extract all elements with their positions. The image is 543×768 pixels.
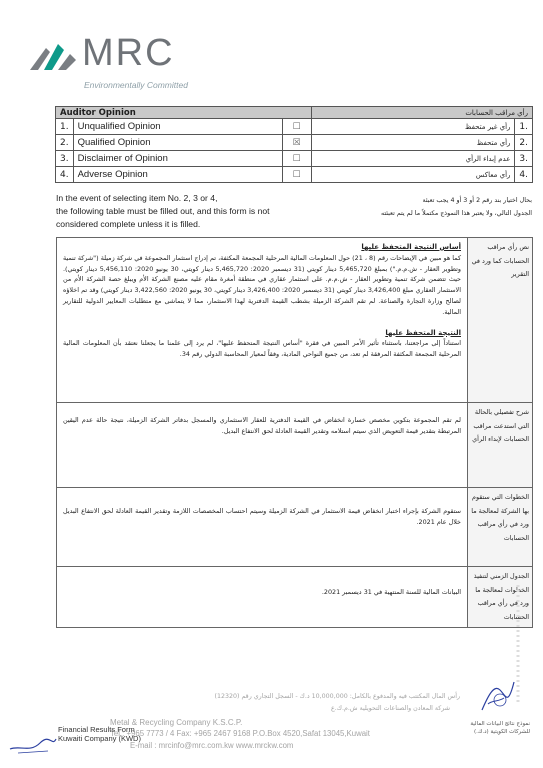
timeline-row [57,567,533,628]
instruction-line-ar: الجدول التالي، ولا يعتبر هذا النموذج مكتملاً ما لم يتم تعبئته [380,210,532,217]
qualification-details-table [56,237,533,628]
opinion-label-ar: رأي متحفظ [311,135,515,151]
opinion-row-adverse [56,167,533,183]
qualified-conclusion-paragraph: استناداً إلى مراجعتنا، باستثناء تأثير الأمر المبين في فقرة "أساس النتيجة المتحفظ عليها"، لم يرد إلى علمنا ما يجعلنا نعتقد بأن المعلومات المالية المرحلية المجمعة المكثفة المرفقة لم تعد، من جميع النواحي المادية، وفقاً لمعيار المحاسبة الدولي رقم 34. [63,339,461,359]
brand-logo-text: MRC [82,32,175,74]
opinion-number-ar: 1. [515,119,533,135]
opinion-label-ar: رأي معاكس [311,167,515,183]
timeline-cell [57,567,468,628]
opinion-label-en: Disclaimer of Opinion [73,151,282,167]
initials-signature-icon [8,735,58,757]
auditor-opinion-text-cell [57,238,468,403]
opinion-label-en: Adverse Opinion [73,167,282,183]
detailed-explanation-label: شرح تفصيلي بالحالة التي استدعت مراقب الحسابات لإبداء الرأي [468,403,533,488]
opinion-label-en: Unqualified Opinion [73,119,282,135]
brand-logo-mark-icon [30,40,78,72]
detailed-explanation-text: لم تقم المجموعة بتكوين مخصص خسارة انخفاض في القيمة الدفترية للعقار الاستثماري والمسجل بدفاتر الشركة الزميلة، نتيجة حالة عدم اليقين المرتبطة بتقدير قيمة التعويض الذي سيتم استلامه وتقدير القيمة العادلة لحق الانتفاع البديل. [63,416,461,435]
opinion-number-ar: 4. [515,167,533,183]
footer-capital-registration: رأس المال المكتتب فيه والمدفوع بالكامل: 10,000,000 د.ك - السجل التجاري رقم (12320) [214,693,460,700]
basis-heading: أساس النتيجة المتحفظ عليها [361,243,461,251]
opinion-row-qualified [56,135,533,151]
form-title-line: Kuwaiti Company (KWD) [58,734,141,743]
opinion-checkbox[interactable]: ☐ [282,151,311,167]
auditor-opinion-header-row [56,107,533,119]
auditor-opinion-text-row [57,238,533,403]
opinion-number-ar: 2. [515,135,533,151]
timeline-text: البيانات المالية للسنة المنتهية في 31 ديسمبر 2021. [321,588,461,596]
form-title-line-ar: نموذج نتائج البيانات المالية [470,721,530,727]
form-title-ar [450,720,530,736]
opinion-number: 1. [56,119,74,135]
opinion-number: 2. [56,135,74,151]
opinion-checkbox-checked[interactable]: ☒ [282,135,311,151]
brand-tagline: Environmentally Committed [84,80,188,90]
opinion-label-ar: عدم إبداء الرأي [311,151,515,167]
opinion-number-ar: 3. [515,151,533,167]
detailed-explanation-cell [57,403,468,488]
timeline-label: الجدول الزمني لتنفيذ الخطوات لمعالجة ما ورد في رأي مراقب الحسابات [468,567,533,628]
opinion-row-disclaimer [56,151,533,167]
form-title-line: Financial Results Form [58,725,135,734]
opinion-checkbox[interactable]: ☐ [282,119,311,135]
company-steps-text: ستقوم الشركة بإجراء اختبار انخفاض قيمة الاستثمار في الشركة الزميلة وسيتم احتساب المخصصات اللازمة وتقدير القيمة العادلة لحق الانتفاع البديل خلال عام 2021. [63,507,461,526]
auditor-opinion-table [55,106,533,183]
instruction-note-en [56,192,301,231]
footer-company-name-ar: شركة المعادن والصناعات التحويلية ش.م.ك.ع [331,705,450,712]
instruction-line: considered complete unless it is filled. [56,219,201,229]
company-steps-label: الخطوات التي ستقوم بها الشركة لمعالجة ما ورد في رأي مراقب الحسابات [468,488,533,567]
auditor-opinion-heading-en: Auditor Opinion [56,107,312,119]
company-steps-row [57,488,533,567]
opinion-label-ar: رأي غير متحفظ [311,119,515,135]
auditor-opinion-heading-ar: رأي مراقب الحسابات [311,107,532,119]
opinion-row-unqualified [56,119,533,135]
form-title-line-ar: للشركات الكويتية (د.ك.) [473,729,530,735]
footer-contact: Tel.: +965 7773 / 4 Fax: +965 2467 9168 P.O.Box 4520,Safat 13045,Kuwait [110,729,370,738]
instruction-note-ar [300,194,532,220]
instruction-line-ar: بحال اختيار بند رقم 2 أو 3 أو 4 يجب تعبئة [422,197,532,204]
footer-company-name-en: Metal & Recycling Company K.S.C.P. [110,718,243,727]
opinion-number: 4. [56,167,74,183]
opinion-checkbox[interactable]: ☐ [282,167,311,183]
opinion-number: 3. [56,151,74,167]
instruction-line: the following table must be filled out, and this form is not [56,206,270,216]
opinion-label-en: Qualified Opinion [73,135,282,151]
basis-paragraph: كما هو مبين في الإيضاحات رقم (8 ، 21) حول المعلومات المالية المرحلية المجمعة المكثفة، تم إدراج استثمار المجموعة في شركة زميلة ("شركة تنمية وتطوير العقار - ش.م.م.") بمبلغ 5,465,720 دينار كويتي (31 ديسمبر 2020: 5,465,720 دينار كويتي، 30 يونيو 2020: 5,456,110 دينار كويتي). حيث تتضمن شركة تنمية وتطوير العقار - ش.م.م. على استثمار عقاري في منطقة أمغرة مقام عليه مصنع الشركة الأم ويبلغ حصة الشركة الأم من الاستثمار العقاري مبلغ 3,426,400 دينار كويتي (31 ديسمبر 2020: 3,426,400 دينار كويتي، 30 يونيو 2020: 3,422,560 دينار كويتي) وقد تم اخلاؤه لصالح وزارة التجارة والصناعة. لم تقم الشركة الزميلة بشطب القيمة الدفترية لهذا الاستثمار، مما لا يتماشى مع متطلبات المعايير الدولية للتقارير المالية. [63,253,461,316]
detailed-explanation-row [57,403,533,488]
auditor-opinion-text-label: نص رأي مراقب الحسابات كما ورد في التقرير [468,238,533,403]
company-steps-cell [57,488,468,567]
instruction-line: In the event of selecting item No. 2, 3 or 4, [56,193,218,203]
signature-icon [478,676,518,716]
form-title-en [58,725,141,743]
qualified-conclusion-heading: النتيجة المتحفظ عليها [385,328,461,337]
footer-email-web: E-mail : mrcinfo@mrc.com.kw www.mrckw.com [130,741,294,750]
